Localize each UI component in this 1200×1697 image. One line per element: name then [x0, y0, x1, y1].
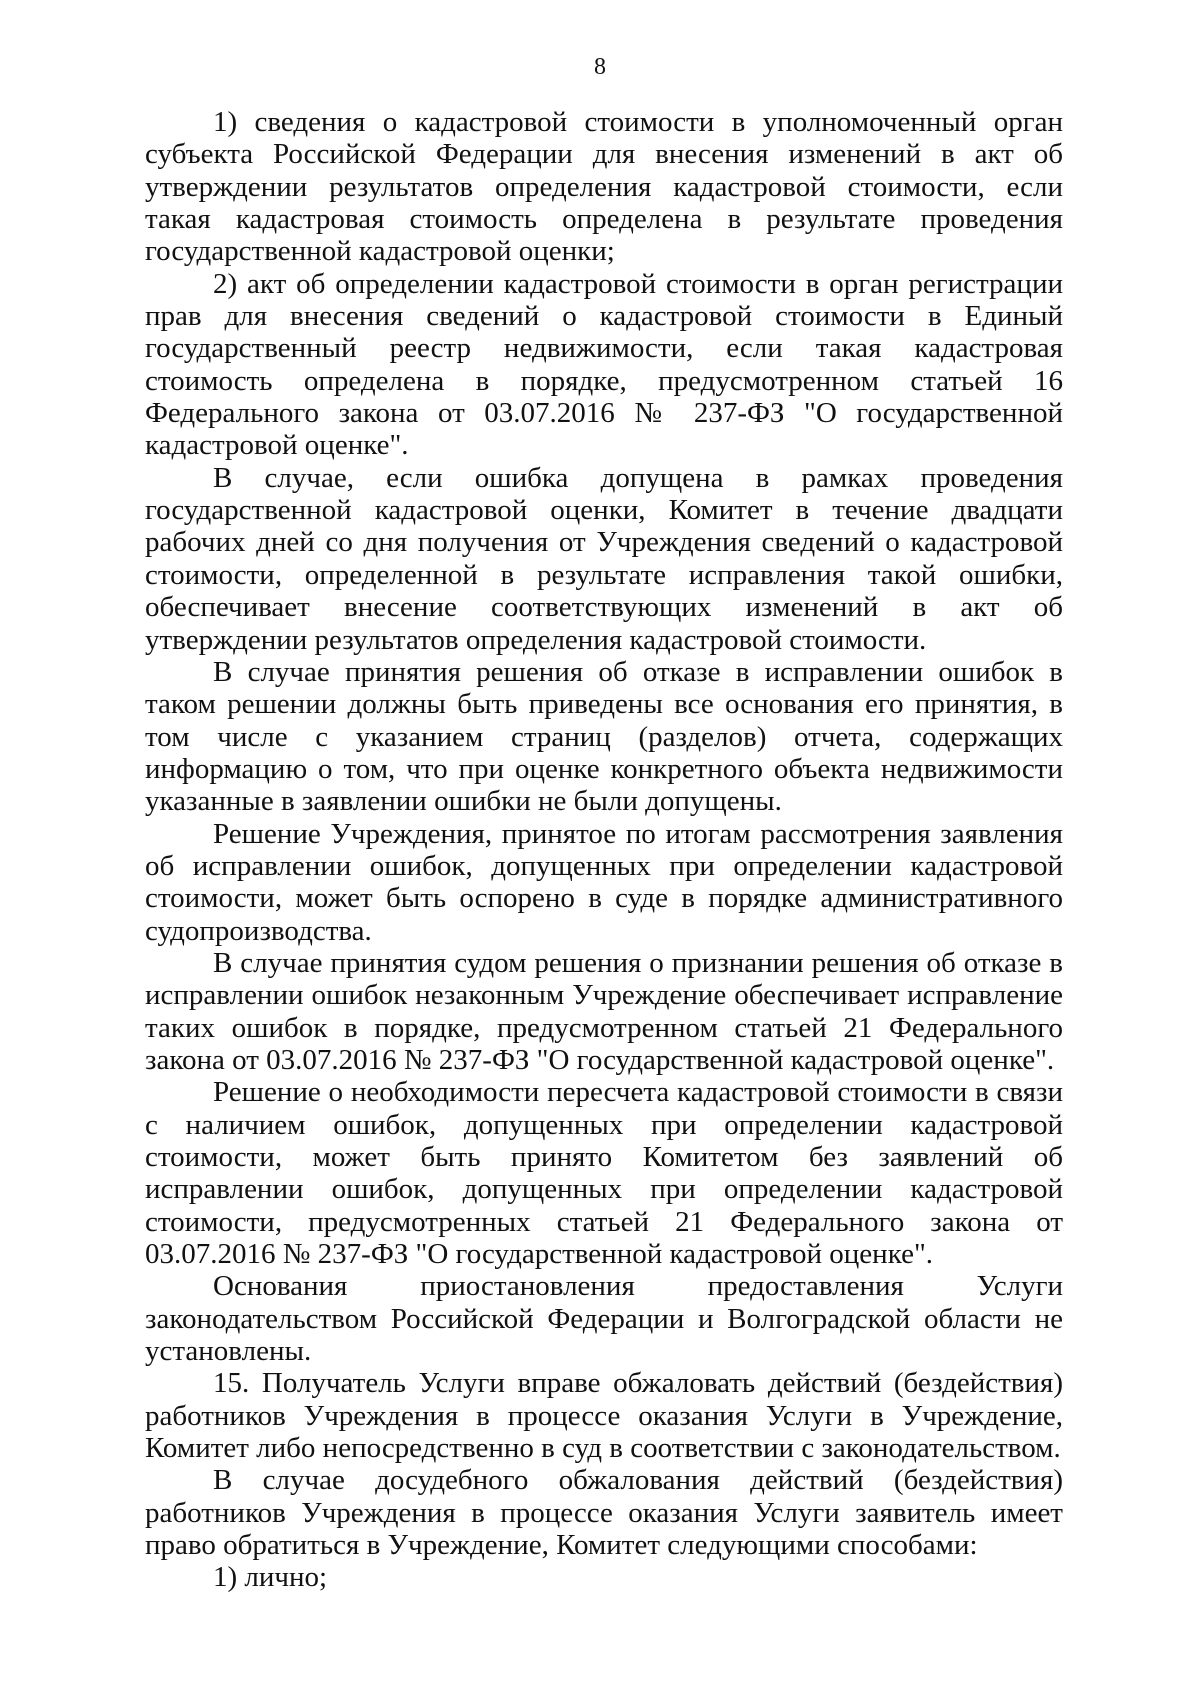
paragraph-suspension-grounds: Основания приостановления предоставления Услуги законодательством Российской Федерации и Волгоградской области не установлены. — [145, 1270, 1063, 1368]
paragraph-pretrial-appeal: В случае досудебного обжалования действий (бездействия) работников Учреждения в процессе оказания Услуги заявитель имеет право обратиться в Учреждение, Комитет следующими способами: — [145, 1464, 1063, 1562]
paragraph-appeal-in-court: Решение Учреждения, принятое по итогам рассмотрения заявления об исправлении ошибок, допущенных при определении кадастровой стоимости, может быть оспорено в суде в порядке административного судопроизводства. — [145, 817, 1063, 947]
paragraph-in-person: 1) лично; — [213, 1561, 328, 1594]
paragraph-section-15: 15. Получатель Услуги вправе обжаловать действий (бездействия) работников Учреждения в процессе оказания Услуги в Учреждение, Комитет либо непосредственно в суд в соответствии с законодательством. — [145, 1367, 1063, 1465]
paragraph-recalculation-decision: Решение о необходимости пересчета кадастровой стоимости в связи с наличием ошибок, допущенных при определении кадастровой стоимости, может быть принято Комитетом без заявлений об исправлении ошибок, допущенных при определении кадастровой стоимости, предусмотренных статьей 21 Федерального закона от 03.07.2016 № 237-ФЗ "О государственной кадастровой оценке". — [145, 1076, 1063, 1271]
page-number: 8 — [594, 54, 606, 80]
paragraph-state-valuation-error: В случае, если ошибка допущена в рамках проведения государственной кадастровой оценки, Комитет в течение двадцати рабочих дней со дня получения от Учреждения сведений о кадастровой стоимости, определенной в результате исправления такой ошибки, обеспечивает внесение соответствующих изменений в акт об утверждении результатов определения кадастровой стоимости. — [145, 461, 1063, 656]
document-body — [145, 106, 1063, 1594]
paragraph-item-2-cadastral-act: 2) акт об определении кадастровой стоимости в орган регистрации прав для внесения сведений о кадастровой стоимости в Единый государственный реестр недвижимости, если такая кадастровая стоимость определена в порядке, предусмотренном статьей 16 Федерального закона от 03.07.2016 № 237-ФЗ "О государственной кадастровой оценке". — [145, 267, 1063, 462]
paragraph-refusal-decision: В случае принятия решения об отказе в исправлении ошибок в таком решении должны быть приведены все основания его принятия, в том числе с указанием страниц (разделов) отчета, содержащих информацию о том, что при оценке конкретного объекта недвижимости указанные в заявлении ошибки не были допущены. — [145, 655, 1063, 818]
paragraph-court-decision: В случае принятия судом решения о признании решения об отказе в исправлении ошибок незаконным Учреждение обеспечивает исправление таких ошибок в порядке, предусмотренном статьей 21 Федерального закона от 03.07.2016 № 237-ФЗ "О государственной кадастровой оценке". — [145, 946, 1063, 1076]
paragraph-item-1-cadastral-info: 1) сведения о кадастровой стоимости в уполномоченный орган субъекта Российской Федерации для внесения изменений в акт об утверждении результатов определения кадастровой стоимости, если такая кадастровая стоимость определена в результате проведения государственной кадастровой оценки; — [145, 106, 1063, 268]
